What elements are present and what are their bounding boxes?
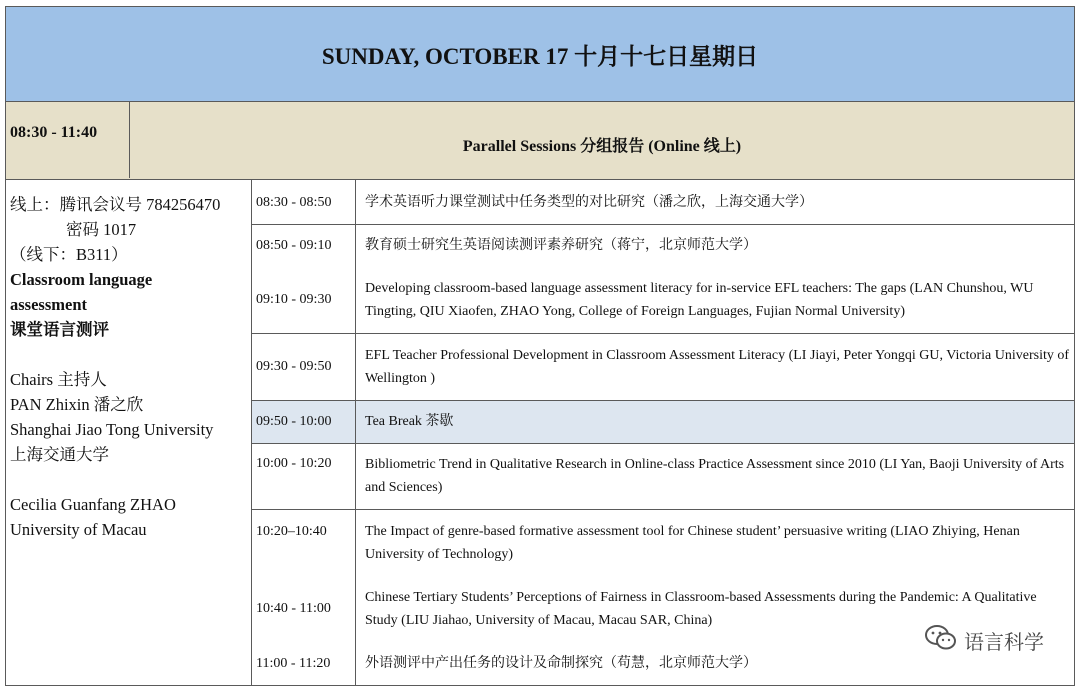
page-header (5, 6, 1075, 102)
chair1-affiliation-en: Shanghai Jiao Tong University (10, 420, 214, 439)
topic-en-1: Classroom language (10, 270, 153, 289)
time-column-divider (355, 180, 356, 686)
row-separator (252, 333, 1074, 334)
row-description: EFL Teacher Professional Development in Classroom Assessment Literacy (LI Jiayi, Peter Yongqi GU, Victoria University of Wellington ) (365, 348, 1070, 386)
row-description: Developing classroom-based language assessment literacy for in-service EFL teachers: The gaps (LAN Chunshou, WU Tingting, QIU Xiaofen, ZHAO Yong, College of Foreign Languages, Fujian Normal University) (365, 281, 1034, 319)
row-description: 学术英语听力课堂测试中任务类型的对比研究（潘之欣，上海交通大学） (365, 195, 813, 210)
offline-room: （线下：B311） (10, 245, 128, 264)
row-time: 10:00 - 10:20 (256, 456, 332, 471)
row-time: 08:30 - 08:50 (256, 195, 332, 210)
session-row (5, 102, 1075, 180)
row-time: 09:50 - 10:00 (256, 414, 332, 429)
row-description: 教育硕士研究生英语阅读测评素养研究（蒋宁，北京师范大学） (365, 238, 757, 253)
row-separator (252, 224, 1074, 225)
meeting-id: 线上：腾讯会议号 784256470 (10, 195, 221, 214)
row-separator (252, 509, 1074, 510)
row-time: 10:40 - 11:00 (256, 601, 331, 616)
row-time: 08:50 - 09:10 (256, 238, 332, 253)
row-description: Bibliometric Trend in Qualitative Research in Online-class Practice Assessment since 2010 (LI Yan, Baoji University of Arts and Sciences) (365, 457, 1065, 495)
row-separator (252, 400, 1074, 401)
topic-zh: 课堂语言测评 (10, 320, 109, 339)
header-title: SUNDAY, OCTOBER 17 十月十七日星期日 (321, 43, 759, 69)
wechat-icon (924, 624, 958, 657)
meeting-password: 密码 1017 (66, 220, 137, 239)
row-description: 外语测评中产出任务的设计及命制探究（苟慧，北京师范大学） (365, 656, 757, 671)
row-description: Chinese Tertiary Students’ Perceptions of Fairness in Classroom-based Assessments during the Pandemic: A Qualitative Study (LIU Jiahao, University of Macau, Macau SAR, China) (365, 590, 1037, 628)
row-time: 09:30 - 09:50 (256, 359, 332, 374)
row-description: The Impact of genre-based formative assessment tool for Chinese student’ persuasive writing (LIAO Zhiying, Henan University of Technology) (365, 524, 1020, 562)
row-time: 09:10 - 09:30 (256, 292, 332, 307)
chair2-name: Cecilia Guanfang ZHAO (10, 495, 176, 514)
row-separator (252, 443, 1074, 444)
chair2-affiliation: University of Macau (10, 520, 147, 539)
session-time: 08:30 - 11:40 (6, 102, 130, 178)
watermark-text: 语言科学 (964, 630, 1044, 654)
session-title: Parallel Sessions 分组报告 (Online 线上) (462, 137, 742, 155)
chair1-name: PAN Zhixin 潘之欣 (10, 395, 144, 414)
chair1-affiliation-zh: 上海交通大学 (10, 445, 109, 464)
chairs-label: Chairs 主持人 (10, 370, 107, 389)
row-time: 10:20–10:40 (256, 524, 327, 539)
row-time: 11:00 - 11:20 (256, 656, 331, 671)
topic-en-2: assessment (10, 295, 87, 314)
session-info (6, 180, 252, 685)
watermark (924, 624, 1044, 657)
row-description: Tea Break 茶歇 (365, 414, 454, 429)
